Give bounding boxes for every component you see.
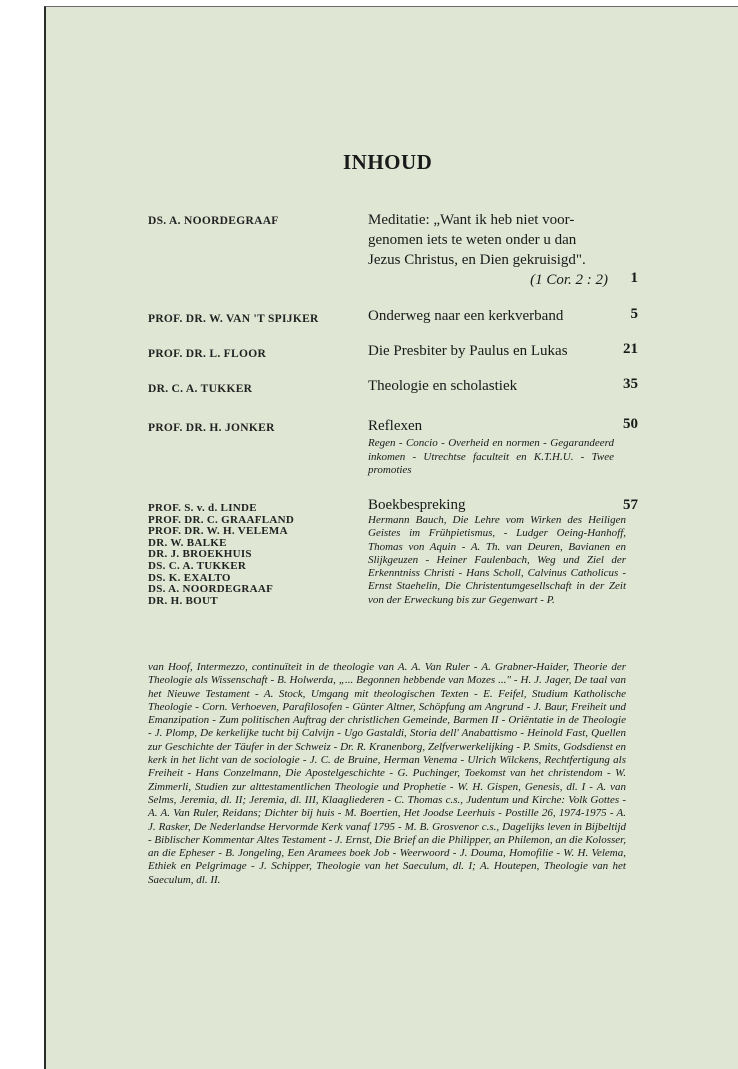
reviews-page-number: 57 xyxy=(623,497,638,513)
entry-author: PROF. DR. H. JONKER xyxy=(148,422,275,434)
entry-title: Onderweg naar een kerkverband xyxy=(368,308,564,324)
reviews-heading: Boekbespreking xyxy=(368,497,466,513)
reviewer-name: DR. J. BROEKHUIS xyxy=(148,548,252,561)
entry-author: PROF. DR. W. VAN 'T SPIJKER xyxy=(148,313,319,325)
entry-meditation xyxy=(368,210,608,290)
reviewer-name: DS. K. EXALTO xyxy=(148,571,231,584)
entry-title-line: genomen iets te weten onder u dan xyxy=(368,232,577,248)
entry-citation: (1 Cor. 2 : 2) xyxy=(530,272,608,288)
entry-subtitle: Regen - Concio - Overheid en normen - Gegarandeerd inkomen - Utrechtse faculteit en K.T.H.U. - Twee promoties xyxy=(368,437,614,476)
reviewer-name: DR. H. BOUT xyxy=(148,594,218,607)
entry-title: Theologie en scholastiek xyxy=(368,378,518,394)
entry-author: PROF. DR. L. FLOOR xyxy=(148,348,267,360)
reviewer-name: DS. C. A. TUKKER xyxy=(148,559,247,572)
entry-page-number: 1 xyxy=(630,270,638,286)
entry-page-number: 50 xyxy=(623,416,638,432)
entry-title: Reflexen xyxy=(368,418,423,434)
entry-title: Die Presbiter by Paulus en Lukas xyxy=(368,343,568,359)
reviews-text-column: Hermann Bauch, Die Lehre vom Wirken des Heiligen Geistes im Frühpietismus, - Ludger Oeing-Hanhoff, Thomas von Aquin - A. Th. van Deuren, Bavianen en Slijkgeuzen - Heiner Faulenbach, Weg und Ziel der Erkenntniss Christi - Hans Scholl, Calvinus Catholicus - Ernst Staehelin, Die Christentumgesellschaft in der Zeit von der Erweckung bis zur Gegenwart - P. xyxy=(368,514,626,606)
reviewer-name: PROF. DR. C. GRAAFLAND xyxy=(148,513,295,526)
entry-title-line: Meditatie: „Want ik heb niet voor- xyxy=(368,212,575,228)
entry-page-number: 21 xyxy=(623,341,638,357)
entry-author: DR. C. A. TUKKER xyxy=(148,383,253,395)
page-title: INHOUD xyxy=(343,150,433,174)
reviewer-name: PROF. DR. W. H. VELEMA xyxy=(148,525,288,538)
reviewer-list xyxy=(148,503,294,607)
entry-page-number: 5 xyxy=(630,306,638,322)
entry-page-number: 35 xyxy=(623,376,638,392)
reviews-text-full: van Hoof, Intermezzo, continuïteit in de theologie van A. A. Van Ruler - A. Grabner-Haider, Theorie der Theologie als Wissenschaft - B. Holwerda, „... Begonnen hebbende van Mozes ..." - H. J. Jager, De taal van het Nieuwe Testament - A. Stock, Umgang mit theologischen Texten - E. Feifel, Studium Katholische Theologie - Corn. Verhoeven, Parafilosofen - Günter Altner, Schöpfung am Angrund - J. Baur, Freiheit und Emanzipation - Zum politischen Auftrag der christlichen Gemeinde, Barmen II - Oriëntatie in de Theologie - J. Plomp, De kerkelijke tucht bij Calvijn - Ugo Gastaldi, Storia dell' Anabattismo - Heinold Fast, Quellen zur Geschichte der Täufer in der Schweiz - Dr. R. Kranenborg, Zelfverwerkelijking - P. Smits, Godsdienst en kerk in het licht van de sociologie - J. C. de Bruine, Herman Venema - Ulrich Wilckens, Rechtfertigung als Freiheit - Hans Conzelmann, Die Apostelgeschichte - G. Puchinger, Toekomst van het christendom - W. Zimmerli, Studien zur alttestamentlichen Theologie und Prophetie - W. H. Gispen, Genesis, dl. I - A. van Selms, Jeremia, dl. II; Jeremia, dl. III, Klaagliederen - C. Thomas c.s., Judentum und Kirche: Volk Gottes - A. A. Van Ruler, Reidans; Dichter bij huis - M. Boertien, Het Joodse Leerhuis - Postille 26, 1974-1975 - A. J. Rasker, De Nederlandse Hervormde Kerk vanaf 1795 - M. B. Grosvenor c.s., Dagelijks leven in Bijbeltijd - Biblischer Kommentar Altes Testament - J. Ernst, Die Brief an die Philipper, an Philemon, an die Kolosser, an die Epheser - B. Jongeling, Een Aramees boek Job - Weerwoord - J. Douma, Homofilie - W. H. Velema, Ethiek en Pelgrimage - J. Schipper, Theologie van het Saeculum, dl. I; A. Houtepen, Theologie van het Saeculum, dl. II. xyxy=(148,661,626,886)
entry-author: DS. A. NOORDEGRAAF xyxy=(148,215,279,227)
reviewer-name: DR. W. BALKE xyxy=(148,536,227,549)
reviewer-name: DS. A. NOORDEGRAAF xyxy=(148,583,274,596)
entry-reflexen xyxy=(368,416,614,478)
entry-title-line: Jezus Christus, en Dien gekruisigd". xyxy=(368,252,586,268)
reviewer-name: PROF. S. v. d. LINDE xyxy=(148,502,257,514)
